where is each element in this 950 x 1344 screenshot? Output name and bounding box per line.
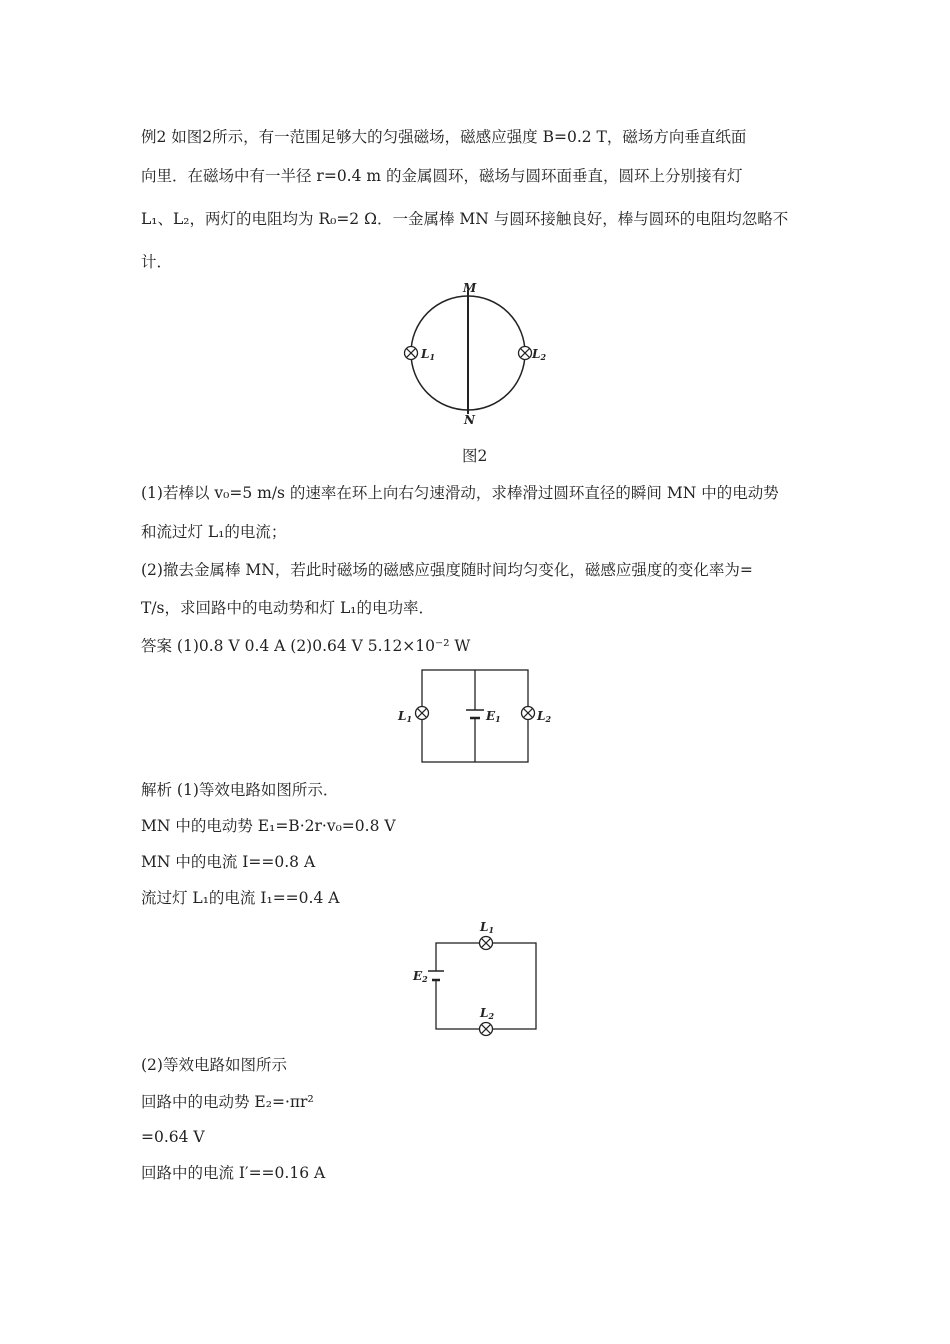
analysis2-line-4: 回路中的电流 I′==0.16 A [141, 1164, 326, 1182]
circuit-frame [422, 670, 528, 762]
analysis2-line-2: 回路中的电动势 E₂=·πr² [141, 1093, 314, 1111]
label-l1: L1 [480, 920, 495, 935]
battery-e2-icon [428, 971, 444, 980]
question-line-2: 和流过灯 L₁的电流； [141, 523, 287, 541]
label-n: N [464, 413, 475, 427]
label-e2: E2 [413, 969, 428, 984]
lamp-l2-icon [522, 707, 535, 720]
question-line-1: (1)若棒以 v₀=5 m/s 的速率在环上向右匀速滑动，求棒滑过圆环直径的瞬间 MN 中的电动势 [141, 484, 779, 502]
answer-line: 答案 (1)0.8 V 0.4 A (2)0.64 V 5.12×10⁻² W [141, 637, 471, 655]
label-l2: L2 [532, 347, 547, 362]
label-m: M [463, 281, 477, 295]
label-e1: E1 [486, 709, 501, 724]
question-line-4: T/s，求回路中的电动势和灯 L₁的电功率． [141, 599, 434, 617]
circuit-frame [436, 943, 536, 1029]
analysis-line-2: MN 中的电动势 E₁=B·2r·v₀=0.8 V [141, 817, 396, 835]
question-line-3: (2)撤去金属棒 MN，若此时磁场的磁感应强度随时间均匀变化，磁感应强度的变化率为= [141, 561, 753, 579]
figure-caption: 图2 [462, 447, 488, 465]
analysis-line-1: 解析 (1)等效电路如图所示． [141, 781, 339, 799]
lamp-l2-icon [519, 347, 532, 360]
battery-e1-icon [466, 710, 484, 718]
lamp-l2-icon [480, 1023, 493, 1036]
label-l1: L1 [421, 347, 436, 362]
problem-line-3: L₁、L₂，两灯的电阻均为 R₀=2 Ω．一金属棒 MN 与圆环接触良好，棒与圆环的电阻均忽略不 [141, 210, 789, 228]
lamp-l1-icon [480, 937, 493, 950]
problem-line-4: 计． [141, 253, 173, 271]
label-l2: L2 [537, 709, 552, 724]
lamp-l1-icon [405, 347, 418, 360]
analysis-line-4: 流过灯 L₁的电流 I₁==0.4 A [141, 889, 340, 907]
label-l2: L2 [480, 1006, 495, 1021]
analysis2-line-3: =0.64 V [141, 1128, 205, 1146]
analysis-line-3: MN 中的电流 I==0.8 A [141, 853, 316, 871]
problem-line-2: 向里．在磁场中有一半径 r=0.4 m 的金属圆环，磁场与圆环面垂直，圆环上分别接有灯 [141, 167, 743, 185]
label-l1: L1 [398, 709, 413, 724]
problem-line-1: 例2 如图2所示，有一范围足够大的匀强磁场，磁感应强度 B=0.2 T，磁场方向垂直纸面 [141, 128, 747, 146]
lamp-l1-icon [416, 707, 429, 720]
metal-ring [411, 296, 525, 410]
analysis2-line-1: (2)等效电路如图所示 [141, 1056, 287, 1074]
